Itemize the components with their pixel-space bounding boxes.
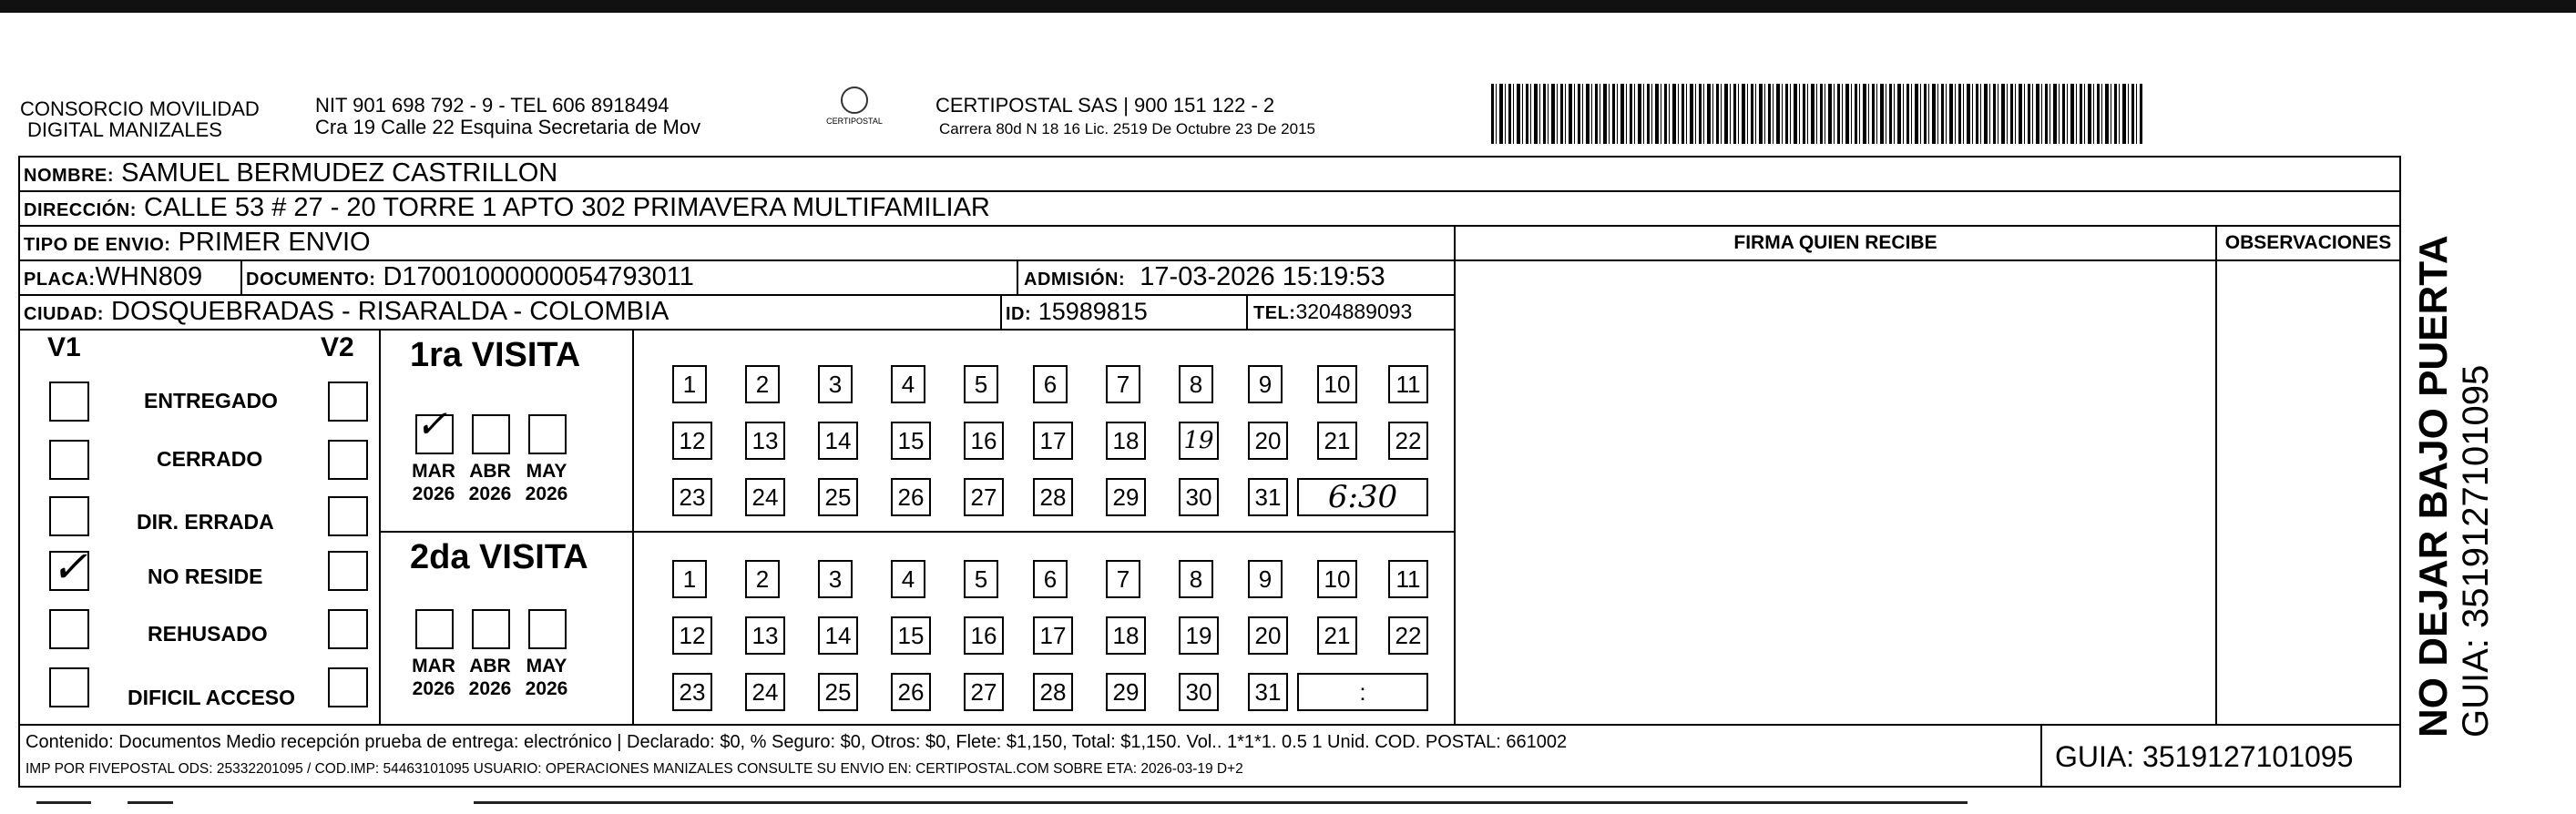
first-visit-day-box[interactable]: 6 bbox=[1033, 365, 1068, 403]
carrier-line2: Carrera 80d N 18 16 Lic. 2519 De Octubre 23 De 2015 bbox=[939, 120, 1315, 137]
v1-cerrado-checkbox[interactable] bbox=[49, 440, 89, 480]
first-visit-day-box[interactable]: 14 bbox=[818, 422, 858, 460]
second-visit-day-box[interactable]: 25 bbox=[818, 673, 858, 711]
bottom-edge-mark bbox=[36, 801, 91, 804]
certipostal-logo bbox=[823, 86, 886, 141]
second-visit-day-box[interactable]: 8 bbox=[1179, 560, 1213, 598]
first-visit-day-box[interactable]: 19 bbox=[1179, 422, 1219, 460]
barcode bbox=[1491, 84, 2142, 144]
second-visit-time-box[interactable] bbox=[1297, 673, 1428, 711]
column-header-divider bbox=[1454, 259, 2399, 261]
logo-emblem-icon bbox=[841, 86, 868, 114]
footer-guia-divider bbox=[2040, 724, 2042, 786]
first-visit-time-value: 6:30 bbox=[1327, 479, 1398, 515]
ciudad-label: CIUDAD: bbox=[24, 304, 104, 324]
second-visit-time-value: : bbox=[1359, 678, 1366, 706]
second-visit-day-box[interactable]: 9 bbox=[1248, 560, 1283, 598]
documento-label: DOCUMENTO: bbox=[246, 270, 376, 290]
id-label: ID: bbox=[1006, 304, 1032, 324]
first-visit-month-label bbox=[404, 460, 463, 505]
tipo-envio-row bbox=[20, 227, 1454, 261]
month-name: ABR bbox=[469, 656, 511, 677]
ciudad-value: DOSQUEBRADAS - RISARALDA - COLOMBIA bbox=[111, 297, 670, 326]
placa-value: WHN809 bbox=[95, 262, 203, 291]
second-visit-day-box[interactable]: 15 bbox=[891, 616, 931, 655]
top-edge-band bbox=[0, 0, 2576, 13]
second-visit-day-box[interactable]: 30 bbox=[1179, 673, 1219, 711]
first-visit-day-box[interactable]: 29 bbox=[1106, 478, 1146, 516]
month-name: MAY bbox=[526, 461, 567, 482]
first-visit-day-box[interactable]: 20 bbox=[1248, 422, 1288, 460]
month-year: 2026 bbox=[412, 678, 455, 699]
first-visit-title: 1ra VISITA bbox=[410, 336, 581, 374]
second-visit-day-box[interactable]: 4 bbox=[891, 560, 925, 598]
first-visit-month-label bbox=[461, 460, 519, 505]
logo-text: CERTIPOSTAL bbox=[826, 117, 883, 126]
second-visit-day-box[interactable]: 10 bbox=[1317, 560, 1357, 598]
observaciones-header: OBSERVACIONES bbox=[2224, 232, 2392, 253]
second-visit-day-box[interactable]: 5 bbox=[964, 560, 998, 598]
admision-value: 17-03-2026 15:19:53 bbox=[1140, 262, 1385, 291]
v2-cerrado-checkbox[interactable] bbox=[328, 440, 368, 480]
second-visit-day-box[interactable]: 16 bbox=[964, 616, 1004, 655]
second-visit-month-checkbox[interactable] bbox=[472, 609, 510, 649]
first-visit-day-box[interactable]: 1 bbox=[672, 365, 707, 403]
second-visit-day-box[interactable]: 22 bbox=[1388, 616, 1428, 655]
first-visit-day-box[interactable]: 7 bbox=[1106, 365, 1140, 403]
first-visit-day-box[interactable]: 4 bbox=[891, 365, 925, 403]
first-visit-day-box[interactable]: 25 bbox=[818, 478, 858, 516]
first-visit-day-box[interactable]: 30 bbox=[1179, 478, 1219, 516]
second-visit-day-box[interactable]: 18 bbox=[1106, 616, 1146, 655]
v2-header: V2 bbox=[321, 332, 354, 362]
month-name: MAR bbox=[412, 461, 455, 482]
second-visit-day-box[interactable]: 27 bbox=[964, 673, 1004, 711]
first-visit-day-box[interactable]: 8 bbox=[1179, 365, 1213, 403]
first-visit-day-box[interactable]: 31 bbox=[1248, 478, 1288, 516]
first-visit-day-box[interactable]: 11 bbox=[1388, 365, 1428, 403]
month-year: 2026 bbox=[468, 483, 512, 504]
first-visit-day-box[interactable]: 12 bbox=[672, 422, 712, 460]
second-visit-day-box[interactable]: 13 bbox=[745, 616, 785, 655]
second-visit-month-checkbox[interactable] bbox=[528, 609, 567, 649]
status-rehusado-label: REHUSADO bbox=[148, 622, 268, 646]
month-name: MAY bbox=[526, 656, 567, 677]
bottom-edge bbox=[0, 798, 2576, 814]
bottom-edge-mark bbox=[128, 801, 173, 804]
v2-no-reside-checkbox[interactable] bbox=[328, 551, 368, 591]
v2-entregado-checkbox[interactable] bbox=[328, 382, 368, 422]
v2-rehusado-checkbox[interactable] bbox=[328, 609, 368, 649]
second-visit-day-box[interactable]: 7 bbox=[1106, 560, 1140, 598]
id-value: 15989815 bbox=[1038, 298, 1148, 325]
second-visit-day-box[interactable]: 3 bbox=[818, 560, 853, 598]
v1-no-reside-check-mark: ✓ bbox=[51, 542, 88, 593]
first-visit-day-box[interactable]: 3 bbox=[818, 365, 853, 403]
documento-field bbox=[246, 261, 694, 295]
second-visit-day-box[interactable]: 11 bbox=[1388, 560, 1428, 598]
firma-header: FIRMA QUIEN RECIBE bbox=[1733, 232, 1937, 253]
first-visit-day-box[interactable]: 10 bbox=[1317, 365, 1357, 403]
status-dificil-acceso-label: DIFICIL ACCESO bbox=[128, 686, 296, 709]
first-visit-day-box[interactable]: 28 bbox=[1033, 478, 1073, 516]
first-visit-day-box[interactable]: 27 bbox=[964, 478, 1004, 516]
v2-dificil-acceso-checkbox[interactable] bbox=[328, 667, 368, 707]
first-visit-day-box[interactable]: 17 bbox=[1033, 422, 1073, 460]
second-visit-month-label bbox=[517, 655, 576, 700]
first-visit-month-checkbox[interactable] bbox=[528, 414, 567, 454]
documento-divider bbox=[1017, 261, 1018, 294]
second-visit-day-box[interactable]: 24 bbox=[745, 673, 785, 711]
first-visit-time-box[interactable] bbox=[1297, 478, 1428, 516]
company-nit-line: NIT 901 698 792 - 9 - TEL 606 8918494 bbox=[315, 94, 670, 117]
second-visit-day-box[interactable]: 29 bbox=[1106, 673, 1146, 711]
second-visit-title: 2da VISITA bbox=[410, 538, 588, 576]
tipo-value: PRIMER ENVIO bbox=[178, 228, 371, 257]
first-visit-month-checkbox[interactable] bbox=[472, 414, 510, 454]
second-visit-month-checkbox[interactable] bbox=[415, 609, 454, 649]
second-visit-day-box[interactable]: 23 bbox=[672, 673, 712, 711]
company-name-line2: DIGITAL MANIZALES bbox=[27, 118, 222, 141]
second-visit-day-box[interactable]: 31 bbox=[1248, 673, 1288, 711]
company-address-line: Cra 19 Calle 22 Esquina Secretaria de Mov bbox=[315, 116, 701, 138]
month-year: 2026 bbox=[525, 483, 568, 504]
company-name-line1: CONSORCIO MOVILIDAD bbox=[20, 97, 260, 120]
first-visit-month-label bbox=[517, 460, 576, 505]
footer-guia: GUIA: 3519127101095 bbox=[2055, 740, 2354, 773]
ciudad-field bbox=[24, 296, 669, 330]
visit-separator bbox=[381, 531, 1454, 533]
second-visit-month-label bbox=[404, 655, 463, 700]
first-visit-day-box[interactable]: 21 bbox=[1317, 422, 1357, 460]
observaciones-left-border bbox=[2215, 227, 2217, 724]
carrier-line1: CERTIPOSTAL SAS | 900 151 122 - 2 bbox=[935, 94, 1275, 117]
second-visit-day-box[interactable]: 21 bbox=[1317, 616, 1357, 655]
status-column-divider bbox=[379, 329, 381, 724]
first-visit-day-box[interactable]: 5 bbox=[964, 365, 998, 403]
month-year: 2026 bbox=[468, 678, 512, 699]
delivery-form bbox=[18, 156, 2401, 788]
side-rotated-notice bbox=[2412, 235, 2496, 738]
placa-divider bbox=[240, 261, 242, 294]
first-visit-day-box[interactable]: 18 bbox=[1106, 422, 1146, 460]
first-visit-day-box[interactable]: 22 bbox=[1388, 422, 1428, 460]
tipo-label: TIPO DE ENVIO: bbox=[24, 235, 171, 255]
v2-dir-errada-checkbox[interactable] bbox=[328, 496, 368, 536]
second-visit-day-box[interactable]: 20 bbox=[1248, 616, 1288, 655]
footer-imp-line: IMP POR FIVEPOSTAL ODS: 25332201095 / COD.IMP: 54463101095 USUARIO: OPERACIONES MANIZALES CONSULTE SU ENVIO EN: CERTIPOSTAL.COM SOBRE ETA: 2026-03-19 D+2 bbox=[26, 761, 1243, 777]
no-dejar-bajo-puerta: NO DEJAR BAJO PUERTA bbox=[2411, 235, 2456, 738]
second-visit-day-box[interactable]: 1 bbox=[672, 560, 707, 598]
placa-label: PLACA: bbox=[24, 270, 96, 290]
second-visit-day-box[interactable]: 2 bbox=[745, 560, 780, 598]
documento-value: D17001000000054793011 bbox=[383, 262, 694, 291]
bottom-edge-line bbox=[474, 801, 1968, 804]
month-name: ABR bbox=[469, 461, 511, 482]
id-field bbox=[1006, 296, 1148, 330]
second-visit-day-box[interactable]: 17 bbox=[1033, 616, 1073, 655]
v1-header: V1 bbox=[47, 332, 81, 362]
firma-left-border bbox=[1454, 227, 1456, 724]
direccion-value: CALLE 53 # 27 - 20 TORRE 1 APTO 302 PRIMAVERA MULTIFAMILIAR bbox=[143, 193, 990, 222]
admision-label: ADMISIÓN: bbox=[1024, 270, 1126, 290]
nombre-row bbox=[20, 158, 2399, 192]
tel-label: TEL: bbox=[1253, 303, 1296, 323]
direccion-row bbox=[20, 192, 2399, 227]
first-visit-month-check-mark: ✓ bbox=[415, 402, 448, 446]
v1-dificil-acceso-checkbox[interactable] bbox=[49, 667, 89, 707]
first-visit-day-box[interactable]: 13 bbox=[745, 422, 785, 460]
nombre-value: SAMUEL BERMUDEZ CASTRILLON bbox=[121, 158, 558, 188]
month-year: 2026 bbox=[412, 483, 455, 504]
tel-field bbox=[1253, 296, 1412, 329]
v1-entregado-checkbox[interactable] bbox=[49, 382, 89, 422]
visit-month-divider bbox=[632, 329, 634, 724]
first-visit-day-box[interactable]: 24 bbox=[745, 478, 785, 516]
nombre-label: NOMBRE: bbox=[24, 166, 115, 186]
v1-rehusado-checkbox[interactable] bbox=[49, 609, 89, 649]
status-dir-errada-label: DIR. ERRADA bbox=[137, 510, 274, 534]
first-visit-day-box[interactable]: 15 bbox=[891, 422, 931, 460]
footer-contenido: Contenido: Documentos Medio recepción prueba de entrega: electrónico | Declarado: $0, % Seguro: $0, Otros: $0, Flete: $1,150, Total: $1,150. Vol.. 1*1*1. 0.5 1 Unid. COD. POSTAL: 661002 bbox=[26, 732, 1568, 752]
second-visit-day-box[interactable]: 26 bbox=[891, 673, 931, 711]
first-visit-day-box[interactable]: 9 bbox=[1248, 365, 1283, 403]
status-no-reside-label: NO RESIDE bbox=[148, 565, 263, 588]
id-divider bbox=[1246, 296, 1248, 329]
v1-dir-errada-checkbox[interactable] bbox=[49, 496, 89, 536]
status-cerrado-label: CERRADO bbox=[157, 447, 263, 471]
second-visit-month-label bbox=[461, 655, 519, 700]
second-visit-day-box[interactable]: 12 bbox=[672, 616, 712, 655]
second-visit-day-box[interactable]: 14 bbox=[818, 616, 858, 655]
second-visit-day-box[interactable]: 19 bbox=[1179, 616, 1219, 655]
tel-value: 3204889093 bbox=[1295, 300, 1413, 323]
status-entregado-label: ENTREGADO bbox=[144, 389, 278, 412]
direccion-label: DIRECCIÓN: bbox=[24, 200, 137, 220]
placa-field bbox=[24, 261, 202, 295]
second-visit-day-box[interactable]: 6 bbox=[1033, 560, 1068, 598]
month-year: 2026 bbox=[525, 678, 568, 699]
side-guia: GUIA: 3519127101095 bbox=[2456, 364, 2496, 738]
first-visit-day-box[interactable]: 23 bbox=[672, 478, 712, 516]
admision-field bbox=[1024, 261, 1385, 295]
second-visit-day-box[interactable]: 28 bbox=[1033, 673, 1073, 711]
ciudad-divider bbox=[1000, 296, 1002, 329]
first-visit-day-box[interactable]: 2 bbox=[745, 365, 780, 403]
first-visit-day-box[interactable]: 16 bbox=[964, 422, 1004, 460]
footer-top-border bbox=[20, 724, 2399, 726]
month-name: MAR bbox=[412, 656, 455, 677]
first-visit-day-box[interactable]: 26 bbox=[891, 478, 931, 516]
